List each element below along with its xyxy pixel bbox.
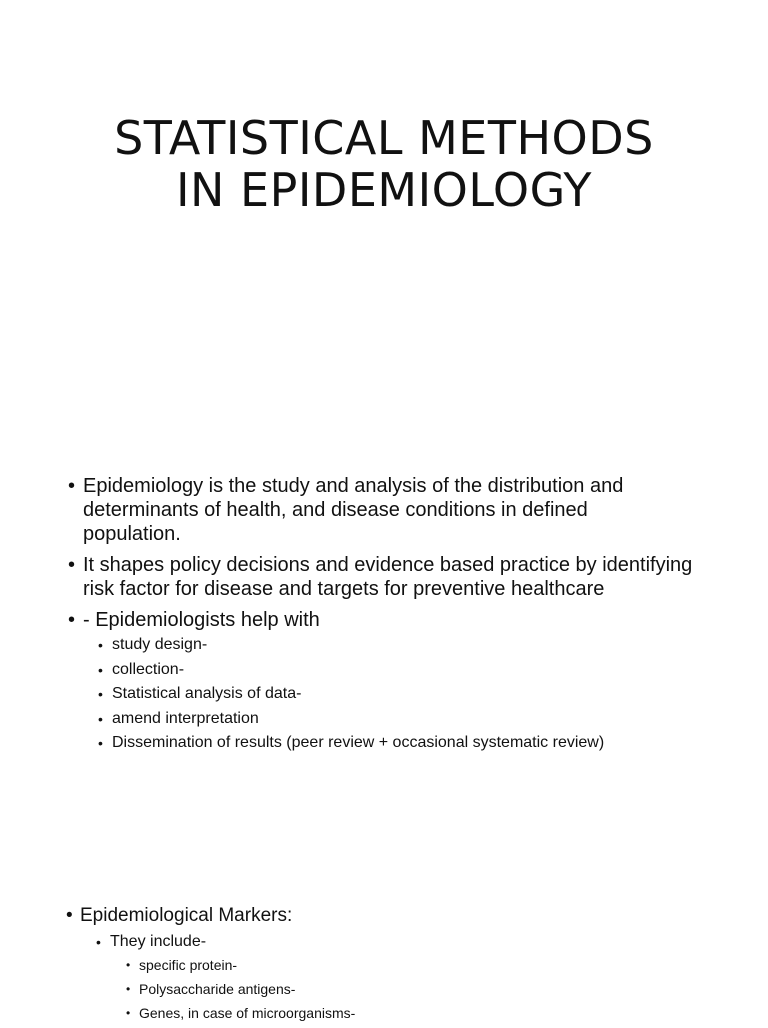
markers-subheading: They include- (110, 933, 207, 950)
sub-bullet-text: Statistical analysis of data- (112, 685, 302, 702)
sub-bullet-text: study design- (112, 636, 208, 653)
bullet-text-line: population. (83, 523, 181, 545)
bullet-dot-icon: • (98, 661, 103, 678)
bullet-dot-icon: • (126, 1006, 131, 1020)
marker-item (0, 1004, 768, 1022)
markers-heading: Epidemiological Markers: (80, 905, 293, 926)
bullet-dot-icon: • (66, 905, 73, 926)
sub-bullet-text: Dissemination of results (peer review + occasional systematic review) (112, 734, 605, 751)
sub-bullet-item (0, 709, 768, 729)
marker-text: Genes, in case of microorganisms- (139, 1005, 356, 1021)
slide-title (0, 112, 768, 216)
sub-bullet-item (0, 660, 768, 680)
section-epidemiology-intro (0, 474, 768, 758)
bullet-dot-icon: • (98, 637, 103, 653)
bullet-dot-icon: • (126, 982, 131, 996)
bullet-dot-icon: • (68, 475, 76, 497)
sub-bullet-item (0, 684, 768, 704)
sub-bullet-text: amend interpretation (112, 709, 259, 727)
bullet-dot-icon: • (98, 686, 103, 702)
bullet-text-line: Epidemiology is the study and analysis of the distribution and (83, 475, 624, 497)
bullet-dot-icon: • (68, 554, 76, 576)
sub-bullet-item (0, 635, 768, 655)
bullet-dot-icon: • (96, 934, 101, 950)
markers-subheading-item (0, 932, 768, 952)
sub-bullet-text: collection- (112, 660, 185, 678)
title-line-1: STATISTICAL METHODS (114, 111, 654, 165)
bullet-item-definition (0, 474, 768, 546)
bullet-text-line: risk factor for disease and targets for preventive healthcare (83, 578, 605, 600)
sub-bullet-item (0, 733, 768, 753)
marker-item (0, 980, 768, 998)
section-epidemiological-markers (0, 904, 768, 1028)
bullet-text-line: determinants of health, and disease conditions in defined (83, 499, 588, 521)
bullet-dot-icon: • (98, 735, 103, 751)
title-line-2: IN EPIDEMIOLOGY (175, 163, 593, 217)
marker-item (0, 956, 768, 974)
bullet-item-epidemiologists (0, 608, 768, 632)
bullet-dot-icon: • (68, 609, 76, 631)
bullet-text-line: It shapes policy decisions and evidence based practice by identifying (83, 554, 693, 576)
marker-text: Polysaccharide antigens- (139, 981, 296, 997)
markers-heading-item (0, 904, 768, 928)
bullet-dot-icon: • (126, 958, 131, 972)
bullet-item-policy (0, 553, 768, 601)
bullet-dot-icon: • (98, 710, 103, 727)
marker-text: specific protein- (139, 957, 238, 973)
bullet-text-line: - Epidemiologists help with (83, 609, 320, 631)
